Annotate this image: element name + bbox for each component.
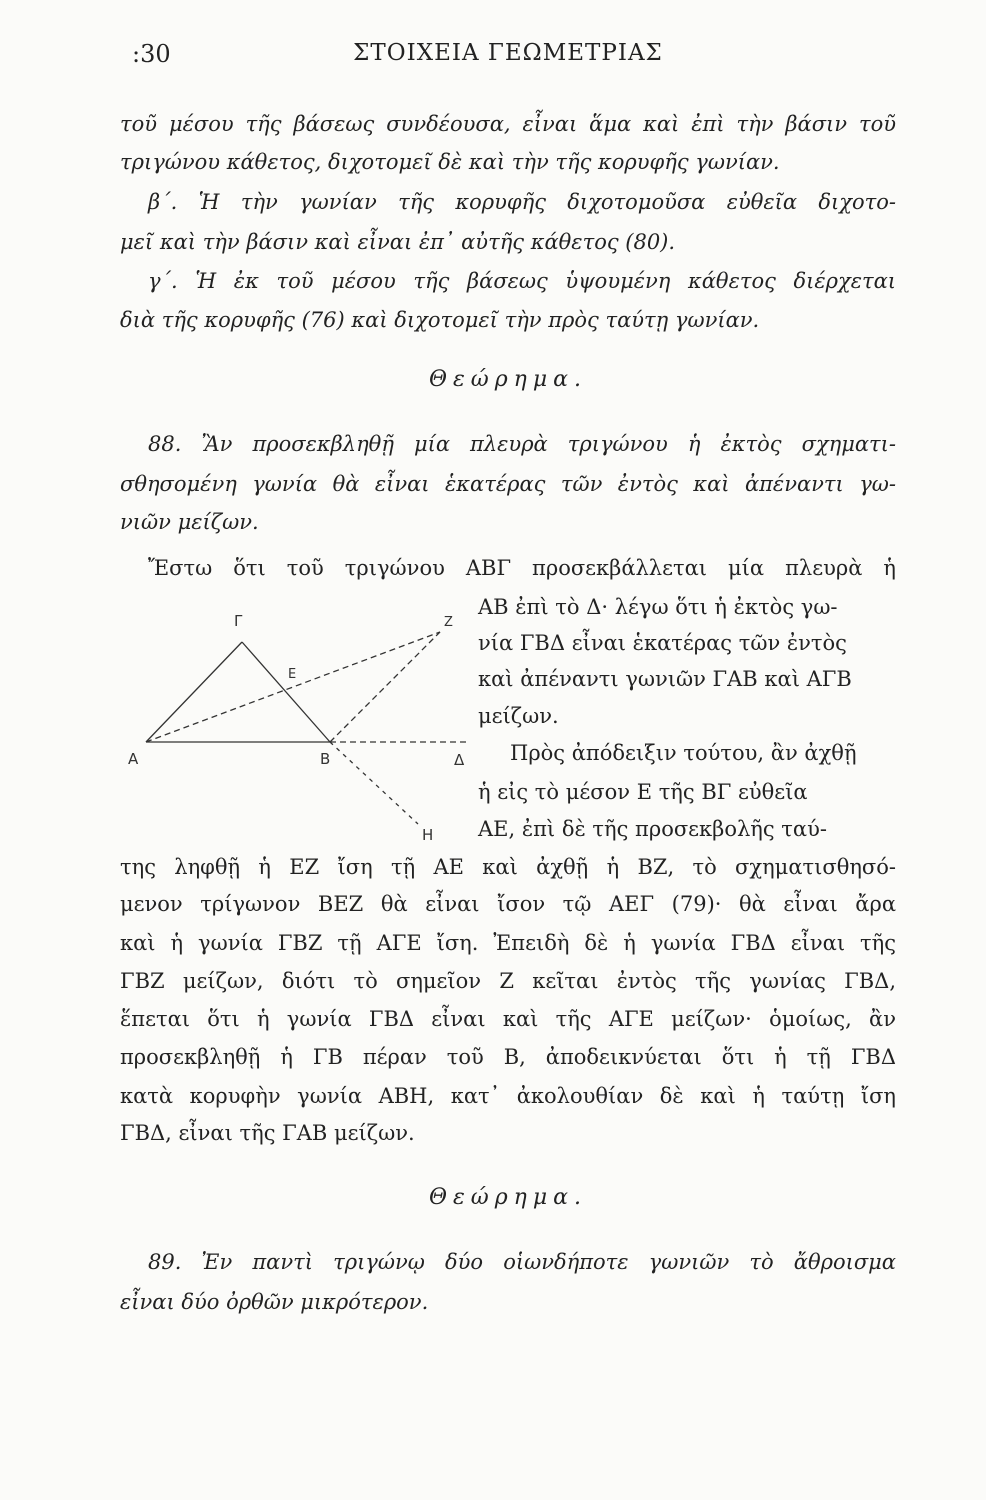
proof-line: καὶ ἡ γωνία ΓΒΖ τῇ ΑΓΕ ἴση. Ἐπειδὴ δὲ ἡ γωνία ΓΒΔ εἶναι τῆς [120, 931, 896, 955]
proof-line: Πρὸς ἀπόδειξιν τούτου, ἂν ἀχθῇ [510, 741, 857, 765]
proof-line: ΓΒΖ μείζων, διότι τὸ σημεῖον Ζ κεῖται ἐντὸς τῆς γωνίας ΓΒΔ, [120, 969, 896, 993]
proof-line: ἕπεται ὅτι ἡ γωνία ΓΒΔ εἶναι καὶ τῆς ΑΓΕ μείζων· ὁμοίως, ἂν [120, 1007, 896, 1031]
geometry-figure [122, 612, 478, 842]
page-number: :30 [132, 40, 171, 68]
label-D: Δ [454, 751, 465, 769]
proof-line: καὶ ἀπέναντι γωνιῶν ΓΑΒ καὶ ΑΓΒ [478, 667, 852, 691]
proof-line: μενον τρίγωνον ΒΕΖ θὰ εἶναι ἴσον τῷ ΑΕΓ (79)· θὰ εἶναι ἄρα [120, 892, 896, 916]
theorem-line: νιῶν μείζων. [120, 510, 259, 534]
proof-line: της ληφθῇ ἡ ΕΖ ἴση τῇ ΑΕ καὶ ἀχθῇ ἡ ΒΖ, τὸ σχηματισθησό- [120, 855, 896, 879]
side-AG [146, 642, 242, 742]
theorem-line: 89. Ἐν παντὶ τριγώνῳ δύο οἱωνδήποτε γωνιῶν τὸ ἄθροισμα [148, 1250, 896, 1274]
triangle-diagram [122, 612, 478, 842]
text-line: τριγώνου κάθετος, διχοτομεῖ δὲ καὶ τὴν τῆς κορυφῆς γωνίαν. [120, 150, 780, 174]
text-line: τοῦ μέσου τῆς βάσεως συνδέουσα, εἶναι ἅμα καὶ ἐπὶ τὴν βάσιν τοῦ [120, 112, 896, 136]
side-GB [242, 642, 330, 742]
label-H: Η [422, 826, 434, 842]
text-line: β΄. Ἡ τὴν γωνίαν τῆς κορυφῆς διχοτομοῦσα εὐθεῖα διχοτο- [148, 190, 896, 214]
theorem-line: 88. Ἂν προσεκβληθῇ μία πλευρὰ τριγώνου ἡ ἐκτὸς σχηματι- [148, 432, 896, 456]
proof-line: ΑΒ ἐπὶ τὸ Δ· λέγω ὅτι ἡ ἐκτὸς γω- [478, 595, 838, 619]
label-Z: Ζ [444, 615, 453, 630]
proof-line: προσεκβληθῇ ἡ ΓΒ πέραν τοῦ Β, ἀποδεικνύεται ὅτι ἡ τῇ ΓΒΔ [120, 1045, 896, 1069]
proof-line: ΓΒΔ, εἶναι τῆς ΓΑΒ μείζων. [120, 1121, 415, 1145]
line-AZ [146, 632, 440, 742]
section-heading: Θεώρημα. [428, 1185, 588, 1210]
proof-line: νία ΓΒΔ εἶναι ἑκατέρας τῶν ἐντὸς [478, 631, 847, 655]
line-BZ [330, 632, 440, 742]
section-heading: Θεώρημα. [428, 367, 588, 392]
theorem-line: σθησομένη γωνία θὰ εἶναι ἑκατέρας τῶν ἐντὸς καὶ ἀπέναντι γω- [120, 472, 896, 496]
running-title: ΣΤΟΙΧΕΙΑ ΓΕΩΜΕΤΡΙΑΣ [353, 40, 663, 66]
proof-line: κατὰ κορυφὴν γωνία ΑΒΗ, κατ᾽ ἀκολουθίαν δὲ καὶ ἡ ταύτῃ ἴση [120, 1084, 896, 1108]
text-line: μεῖ καὶ τὴν βάσιν καὶ εἶναι ἐπ᾽ αὐτῆς κάθετος (80). [120, 230, 676, 254]
label-B: Β [320, 750, 331, 768]
label-E: Ε [288, 667, 297, 682]
proof-line: ἡ εἰς τὸ μέσον Ε τῆς ΒΓ εὐθεῖα [478, 780, 808, 804]
text-line: γ΄. Ἡ ἐκ τοῦ μέσου τῆς βάσεως ὑψουμένη κάθετος διέρχεται [148, 269, 896, 293]
label-G: Γ [234, 612, 243, 630]
theorem-line: εἶναι δύο ὀρθῶν μικρότερον. [120, 1290, 429, 1314]
proof-line: μείζων. [478, 704, 559, 728]
proof-line: Ἔστω ὅτι τοῦ τριγώνου ΑΒΓ προσεκβάλλεται μία πλευρὰ ἡ [148, 556, 896, 580]
label-A: Α [128, 750, 139, 768]
proof-line: ΑΕ, ἐπὶ δὲ τῆς προσεκβολῆς ταύ- [478, 817, 827, 841]
text-line: διὰ τῆς κορυφῆς (76) καὶ διχοτομεῖ τὴν πρὸς ταύτῃ γωνίαν. [120, 308, 760, 332]
page-header [120, 40, 896, 76]
extension-GH [330, 742, 418, 824]
